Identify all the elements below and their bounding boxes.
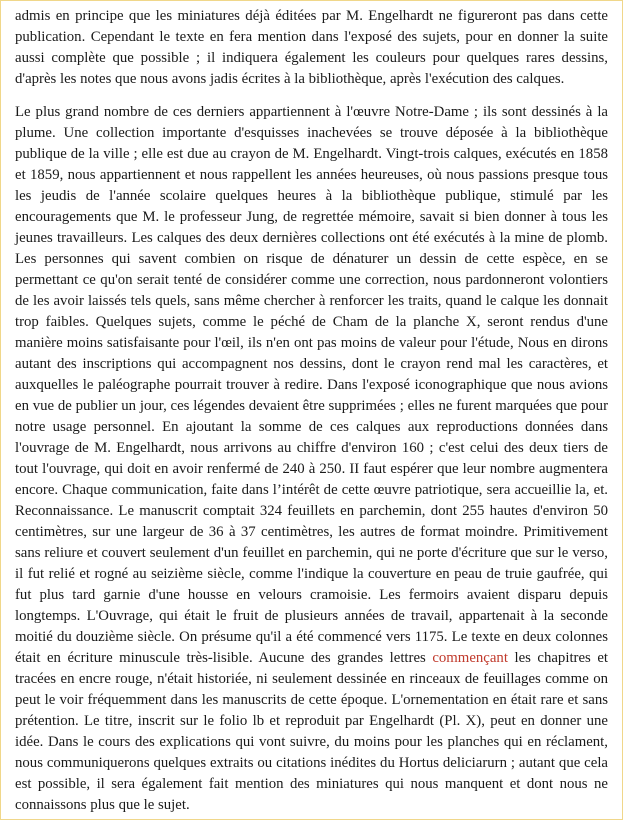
paragraph-2-text-end: les chapitres et tracées en encre rouge, n'était historiée, ni seulement dessinée en rinceaux de feuillages comme on peut le voir fréquemment dans les manuscrits de cette époque. L'ornementation en était rare et sans prétention. Le titre, inscrit sur le folio lb et reproduit par Engelhardt (Pl. X), peut en donner une idée. Dans le cours des explications qui vont suivre, du moins pour les planches qui en réclament, nous communiquerons quelques extraits ou citations inédites du Hortus deliciarurn ; autant que cela est possible, il sera également fait mention des miniatures qui nous manquent et dont nous ne connaissons plus que le sujet. [15, 650, 609, 813]
highlighted-word: commençant [432, 650, 508, 666]
paragraph-1 [15, 6, 608, 90]
paragraph-1-text: admis en principe que les miniatures déjà éditées par M. Engelhardt ne figureront pas dans cette publication. Cependant le texte en fera mention dans l'exposé des sujets, pour en donner la suite aussi complète que possible ; il indiquera également les couleurs pour quelques rares dessins, d'après les notes que nous avons jadis écrites à la bibliothèque, après l'exécution des calques. [15, 8, 608, 87]
paragraph-2 [15, 102, 608, 816]
paragraph-2-text-start: Le plus grand nombre de ces derniers appartiennent à l'œuvre Notre-Dame ; ils sont dessinés à la plume. Une collection importante d'esquisses inachevées se trouve déposée à la bibliothèque publique de la ville ; elle est due au crayon de M. Engelhardt. Vingt-trois calques, exécutés en 1858 et 1859, nous appartiennent et nous rappellent les années heureuses, où nous passions presque tous les jeudis de l'année scolaire quelques heures à la bibliothèque publique, stimulé par les encouragements que M. le professeur Jung, de regrettée mémoire, savait si bien donner à tous les jeunes travailleurs. Les calques des deux dernières collections ont été exécutés à la mine de plomb. Les personnes qui savent combien on risque de dénaturer un dessin de cette espèce, en se permettant ce qu'on serait tenté de considérer comme une correction, nous pardonneront volontiers de les avoir laissés tels quels, sans même chercher à renforcer les traits, quand le calque les donnait trop faibles. Quelques sujets, comme le péché de Cham de la planche X, seront rendus d'une manière moins satisfaisante pour l'œil, ils n'en ont pas moins de valeur pour l'étude, Nous en dirons autant des inscriptions qui accompagnent nos dessins, dont le crayon rend mal les caractères, et auxquelles le paléographe pourrait trouver à redire. Dans l'exposé iconographique que nous avions en vue de publier un jour, ces légendes devaient être supprimées ; elles ne furent marquées que pour notre usage personnel. En ajoutant la somme de ces calques aux reproductions données dans l'ouvrage de M. Engelhardt, nous arrivons au chiffre d'environ 160 ; c'est celui des deux tiers de tout l'ouvrage, qui doit en avoir renfermé de 240 à 250. II faut espérer que leur nombre augmentera encore. Chaque communication, faite dans l’intérêt de cette œuvre patriotique, sera accueillie la, et. Reconnaissance. Le manuscrit comptait 324 feuillets en parchemin, dont 255 hautes d'environ 50 centimètres, sur une largeur de 36 à 37 centimètres, les autres de format moindre. Primitivement sans reliure et couvert seulement d'un feuillet en parchemin, qui ne porte d'écriture que sur le verso, il fut relié et rogné au seizième siècle, comme l'indique la couverture en peau de truie gaufrée, qui fut plus tard garnie d'une housse en velours cramoisie. Les fermoirs avaient disparu depuis longtemps. L'Ouvrage, qui était le fruit de plusieurs années de travail, appartenait à la seconde moitié du douzième siècle. On présume qu'il a été commencé vers 1175. Le texte en deux colonnes était en écriture minuscule très-lisible. Aucune des grandes lettres [15, 104, 608, 666]
